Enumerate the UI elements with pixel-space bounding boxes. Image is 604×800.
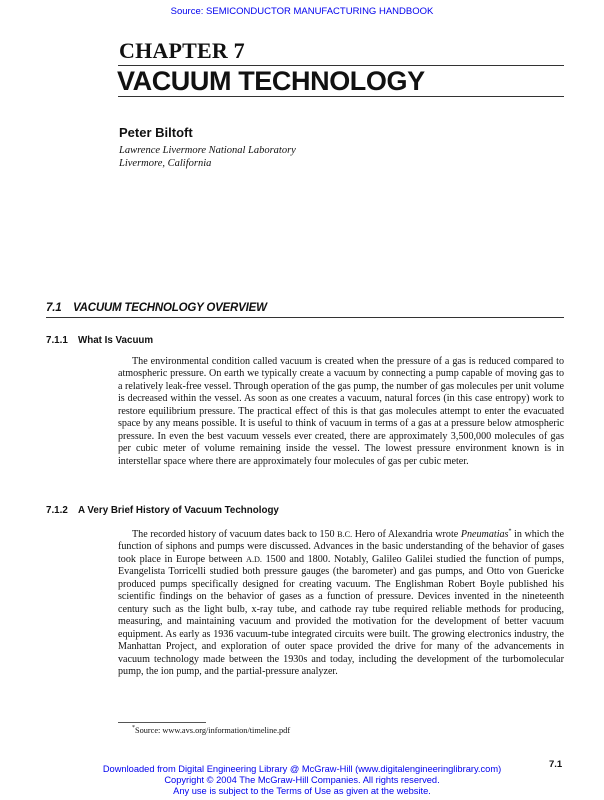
subsection-title: What Is Vacuum: [78, 335, 154, 346]
history-text: 1500 and 1800. Notably, Galileo Galilei studied the function of pumps, Evangelista Torricelli studied both pressure gauges (the barometer) and gas pumps, and Otto von Guericke produced pumps specifically designed for creating vacuum. The Englishman Robert Boyle published his scientific findings on the behavior of gases as a function of pressure. Devices invented in the nineteenth century such as the light bulb, x-ray tube, and cathode ray tube required reliable methods for producing, measuring, and maintaining vacuum and provided the motivation for the development of better vacuum equipment. As early as 1936 vacuum-tube integrated circuits were built. The growing electronics industry, the Manhattan Project, and exploration of outer space provided the drive for many of the advancements in vacuum technology made between the 1930s and today, including the development of the turbomolecular pump, the ion pump, and the partial-pressure analyzer.: [118, 553, 564, 677]
subsection-heading-2: [46, 505, 279, 516]
section-rule: [46, 317, 564, 318]
footer-download-line[interactable]: Downloaded from Digital Engineering Library @ McGraw-Hill (www.digitalengineeringlibrary.com): [102, 764, 502, 774]
title-rule-bottom: [118, 96, 564, 97]
era-bc: B.C.: [337, 530, 353, 539]
footnote-mark: *: [132, 725, 135, 732]
section-number: 7.1: [46, 302, 62, 314]
history-text: The recorded history of vacuum dates back to 150: [132, 529, 338, 540]
footnote-rule: [118, 722, 206, 723]
paragraph-vacuum-history: [118, 529, 564, 678]
history-text: in which the function of siphons and pumps were discussed. Advances in the basic understanding of the behavior of gases took place in Europe between: [118, 529, 564, 565]
section-heading: [46, 302, 267, 314]
footer-terms-line[interactable]: Any use is subject to the Terms of Use as given at the website.: [173, 786, 431, 796]
subsection-title: A Very Brief History of Vacuum Technology: [78, 505, 279, 516]
author-name: Peter Biltoft: [119, 125, 193, 140]
subsection-heading-1: [46, 335, 153, 346]
book-title: Pneumatias: [460, 529, 509, 540]
page-number: 7.1: [549, 759, 563, 770]
paragraph-what-is-vacuum: The environmental condition called vacuum is created when the pressure of a gas is reduced compared to atmospheric pressure. On earth we typically create a vacuum by connecting a pump capable of moving gas to a relatively leak-free vessel. Through operation of the gas pump, the number of gas molecules per unit volume is decreased within the vessel. As soon as one creates a vacuum, natural forces (in this case entropy) work to restore equilibrium pressure. The practical effect of this is that gas molecules attempt to enter the evacuated space by any means possible. It is useful to think of vacuum in terms of a gas at a pressure below atmospheric pressure. In even the best vacuum vessels ever created, there are approximately 3,500,000 molecules of gas per cubic meter of volume remaining inside the vessel. The lowest pressure environment known is in interstellar space where there are approximately four molecules of gas per cubic meter.: [118, 356, 564, 467]
subsection-number: 7.1.2: [46, 505, 68, 516]
author-location: Livermore, California: [119, 158, 212, 169]
footer-copyright-line[interactable]: Copyright © 2004 The McGraw-Hill Companies. All rights reserved.: [164, 775, 440, 785]
source-link[interactable]: Source: SEMICONDUCTOR MANUFACTURING HANDBOOK: [170, 6, 434, 17]
subsection-number: 7.1.1: [46, 335, 68, 346]
footnote-marker: *: [508, 528, 512, 535]
chapter-title: VACUUM TECHNOLOGY: [117, 66, 425, 96]
author-affiliation: Lawrence Livermore National Laboratory: [119, 145, 296, 156]
section-title: VACUUM TECHNOLOGY OVERVIEW: [73, 302, 267, 314]
footnote-text: Source: www.avs.org/information/timeline.pdf: [135, 726, 291, 735]
chapter-number: CHAPTER 7: [119, 38, 245, 63]
history-text: Hero of Alexandria wrote: [352, 529, 461, 540]
era-ad: A.D.: [246, 554, 262, 564]
footer[interactable]: [0, 764, 604, 797]
footnote: [132, 726, 290, 735]
